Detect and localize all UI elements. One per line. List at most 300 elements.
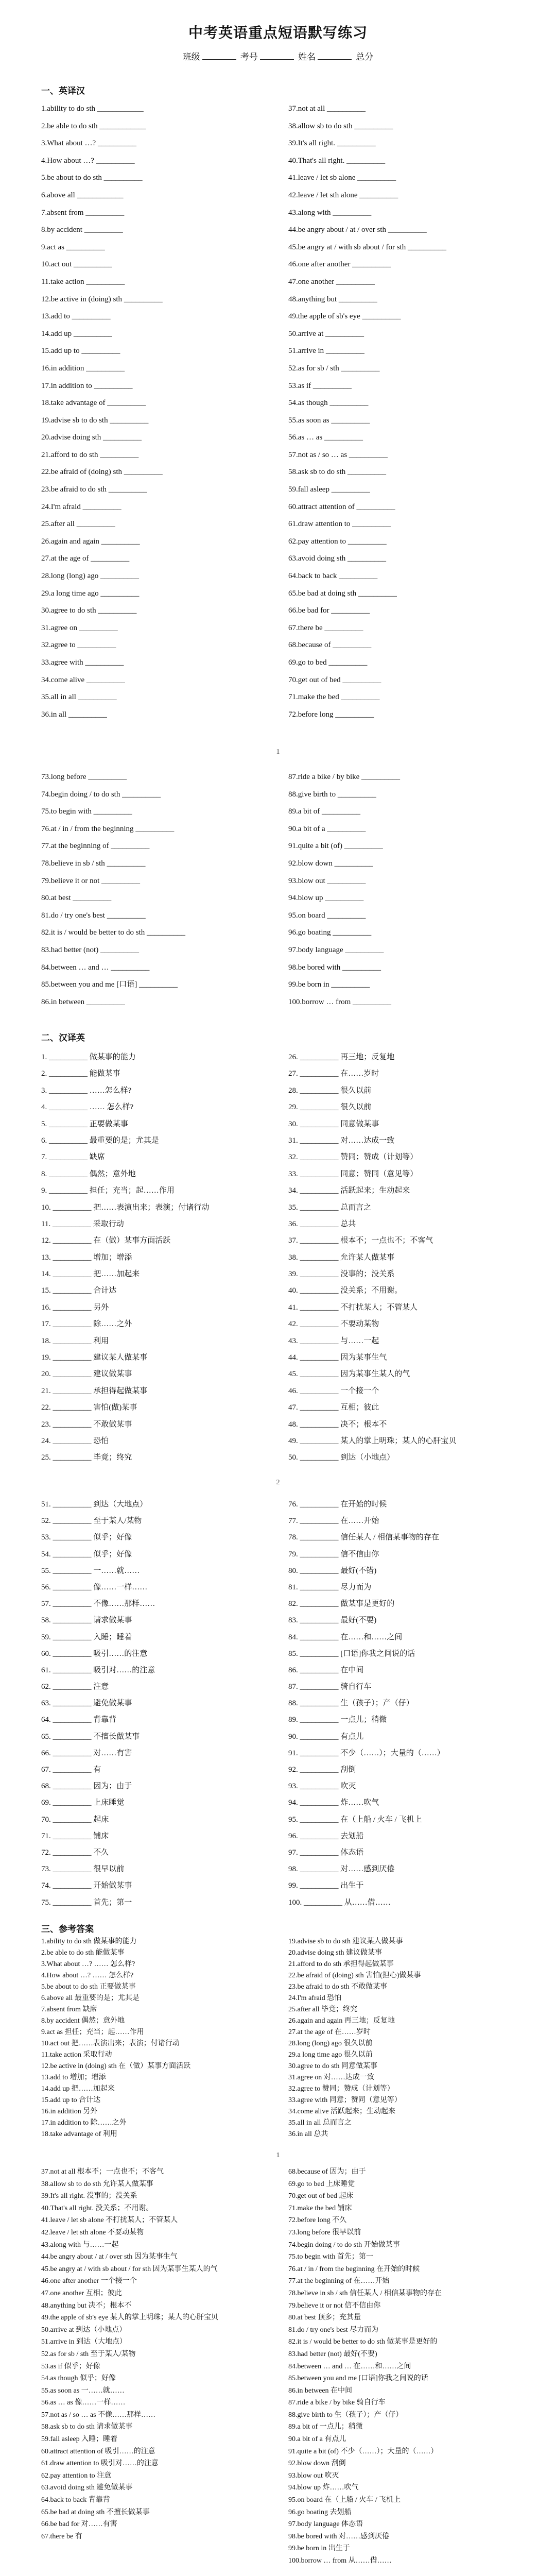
list-item: 93. __________ 吹灭 xyxy=(288,1782,356,1791)
list-item: 48.anything but 决不；根本不 xyxy=(41,2301,132,2310)
list-item: 6.above all ____________ xyxy=(41,191,124,199)
list-item: 21.afford to do sth __________ xyxy=(41,450,139,459)
list-item: 54. __________ 似乎；好像 xyxy=(41,1550,132,1558)
list-item: 6.above all 最重要的是；尤其是 xyxy=(41,1994,140,2002)
list-item: 62.pay attention to 注意 xyxy=(41,2471,112,2480)
list-item: 94.blow up 炸……吹气 xyxy=(288,2484,359,2492)
list-item: 43. __________ 与……一起 xyxy=(288,1336,379,1345)
class-blank xyxy=(202,51,236,60)
list-item: 56.as … as 像……一样…… xyxy=(41,2399,126,2407)
list-item: 14.add up __________ xyxy=(41,329,112,338)
list-item: 55. __________ 一……就…… xyxy=(41,1566,140,1575)
number-label: 考号 xyxy=(240,52,258,62)
list-item: 12.be active in (doing) sth __________ xyxy=(41,295,163,303)
list-item: 28.long (long) ago __________ xyxy=(41,572,139,581)
list-item: 41.leave / let sb alone 不打扰某人；不管某人 xyxy=(41,2216,178,2225)
list-item: 62. __________ 注意 xyxy=(41,1683,109,1691)
list-item: 95. __________ 在（上船 / 火车 / 飞机上 xyxy=(288,1815,422,1824)
list-item: 31. __________ 对……达成一致 xyxy=(288,1136,395,1145)
class-label: 班级 xyxy=(182,52,200,62)
list-item: 45.be angry at / with sb about / for sth 因为某事生某人的气 xyxy=(41,2265,218,2273)
list-item: 67. __________ 有 xyxy=(41,1766,101,1774)
list-item: 68. __________ 因为；由于 xyxy=(41,1782,132,1791)
list-item: 43.along with __________ xyxy=(288,208,372,217)
list-item: 70.get out of bed __________ xyxy=(288,675,381,684)
list-item: 64.back to back __________ xyxy=(288,572,378,581)
list-item: 58.ask sb to do sth 请求做某事 xyxy=(41,2423,133,2431)
list-item: 25. __________ 毕竟；终究 xyxy=(41,1453,132,1462)
name-blank xyxy=(318,51,352,60)
list-item: 34.come alive __________ xyxy=(41,675,125,684)
list-item: 32. __________ 赞同；赞成（计划等） xyxy=(288,1153,418,1162)
list-item: 96.go boating __________ xyxy=(288,928,372,937)
list-item: 81. __________ 尽力而为 xyxy=(288,1583,372,1591)
list-item: 73.long before 很早以前 xyxy=(288,2228,361,2236)
list-item: 65. __________ 不擅长做某事 xyxy=(41,1732,140,1741)
list-item: 75.to begin with 首先；第一 xyxy=(288,2253,373,2261)
list-item: 8. __________ 偶然；意外地 xyxy=(41,1170,136,1178)
list-item: 39.It's all right. 没事的；没关系 xyxy=(41,2192,137,2200)
list-item: 61.draw attention to __________ xyxy=(288,520,391,529)
list-item: 7. __________ 缺席 xyxy=(41,1153,105,1162)
list-item: 78.believe in sb / sth __________ xyxy=(41,859,146,868)
list-item: 97.body language 体态语 xyxy=(288,2520,363,2529)
list-item: 3.What about …? __________ xyxy=(41,139,136,148)
list-item: 39. __________ 没事的；没关系 xyxy=(288,1270,395,1279)
s1-p1-left xyxy=(41,100,283,723)
list-item: 26.again and again __________ xyxy=(41,537,140,546)
list-item: 75.to begin with __________ xyxy=(41,807,132,816)
list-item: 100.borrow … from 从……借…… xyxy=(288,2557,392,2565)
list-item: 90.a bit of a __________ xyxy=(288,824,366,833)
list-item: 15.add up to __________ xyxy=(41,347,120,355)
list-item: 37.not at all 根本不；一点也不；不客气 xyxy=(41,2168,164,2176)
list-item: 68.because of __________ xyxy=(288,641,372,650)
list-item: 34. __________ 活跃起来；生动起来 xyxy=(288,1187,410,1195)
list-item: 54.as though __________ xyxy=(288,399,369,408)
list-item: 84.between … and … 在……和……之间 xyxy=(288,2362,411,2370)
list-item: 11.take action 采取行动 xyxy=(41,2051,112,2059)
list-item: 61. __________ 吸引对……的注意 xyxy=(41,1666,155,1674)
list-item: 51.arrive in __________ xyxy=(288,347,364,355)
list-item: 12.be active in (doing) sth 在（做）某事方面活跃 xyxy=(41,2062,191,2070)
list-item: 53.as if __________ xyxy=(288,381,352,390)
list-item: 4.How about …? …… 怎么样? xyxy=(41,1972,134,1979)
list-item: 66.be bad for 对……有害 xyxy=(41,2520,117,2529)
list-item: 37. __________ 根本不；一点也不；不客气 xyxy=(288,1236,433,1245)
list-item: 21.afford to do sth 承担得起做某事 xyxy=(288,1960,394,1968)
list-item: 25.after all __________ xyxy=(41,520,115,529)
list-item: 91.quite a bit (of) 不少（……）；大量的（……） xyxy=(288,2447,438,2455)
list-item: 14. __________ 把……加起来 xyxy=(41,1270,140,1279)
list-item: 23.be afraid to do sth __________ xyxy=(41,485,147,494)
list-item: 33.agree with 同意；赞同（意见等） xyxy=(288,2096,402,2104)
list-item: 88. __________ 生（孩子）；产（仔） xyxy=(288,1699,414,1708)
list-item: 29. __________ 很久以前 xyxy=(288,1103,372,1112)
list-item: 94.blow up __________ xyxy=(288,894,364,903)
list-item: 27.at the age of 在……岁时 xyxy=(288,2028,371,2036)
list-item: 50. __________ 到达（小地点） xyxy=(288,1453,395,1462)
list-item: 23. __________ 不敢做某事 xyxy=(41,1420,132,1429)
list-item: 64.back to back 背靠背 xyxy=(41,2496,110,2504)
list-item: 20. __________ 建议做某事 xyxy=(41,1370,132,1379)
list-item: 83.had better (not) 最好(不要) xyxy=(288,2350,377,2358)
list-item: 82. __________ 做某事是更好的 xyxy=(288,1600,395,1608)
list-item: 59.fall asleep 入睡；睡着 xyxy=(41,2435,118,2444)
list-item: 64. __________ 背靠背 xyxy=(41,1716,117,1724)
list-item: 51. __________ 到达（大地点） xyxy=(41,1500,148,1509)
list-item: 69. __________ 上床睡觉 xyxy=(41,1799,125,1807)
list-item: 5.be about to do sth 正要做某事 xyxy=(41,1983,136,1991)
list-item: 88.give birth to __________ xyxy=(288,790,376,799)
list-item: 86.in between 在中间 xyxy=(288,2386,353,2395)
list-item: 44. __________ 因为某事生气 xyxy=(288,1353,387,1362)
list-item: 46. __________ 一个接一个 xyxy=(288,1386,379,1395)
list-item: 79.believe it or not __________ xyxy=(41,876,141,885)
list-item: 72.before long 不久 xyxy=(288,2216,347,2225)
list-item: 4.How about …? __________ xyxy=(41,156,135,165)
list-item: 37.not at all __________ xyxy=(288,105,366,113)
list-item: 67.there be __________ xyxy=(288,623,363,632)
list-item: 81.do / try one's best 尽力而为 xyxy=(288,2326,379,2334)
list-item: 25.after all 毕竟；终究 xyxy=(288,2006,358,2013)
list-item: 36. __________ 总共 xyxy=(288,1219,356,1228)
s2-p1-left xyxy=(41,1049,283,1466)
list-item: 57.not as / so … as 不像……那样…… xyxy=(41,2411,156,2419)
list-item: 97. __________ 体态语 xyxy=(288,1848,364,1857)
list-item: 28.long (long) ago 很久以前 xyxy=(288,2040,373,2047)
list-item: 48.anything but __________ xyxy=(288,295,377,303)
list-item: 83.had better (not) __________ xyxy=(41,945,139,954)
list-item: 24.I'm afraid 恐怕 xyxy=(288,1994,342,2002)
list-item: 61.draw attention to 吸引对……的注意 xyxy=(41,2460,159,2468)
list-item: 73. __________ 很早以前 xyxy=(41,1865,125,1874)
list-item: 76.at / in / from the beginning 在开始的时候 xyxy=(288,2265,420,2273)
list-item: 40. __________ 没关系；不用谢。 xyxy=(288,1286,403,1295)
list-item: 40.That's all right. __________ xyxy=(288,156,386,165)
list-item: 58. __________ 请求做某事 xyxy=(41,1616,132,1625)
list-item: 80. __________ 最好(不错) xyxy=(288,1566,377,1575)
list-item: 11. __________ 采取行动 xyxy=(41,1219,124,1228)
list-item: 57. __________ 不像……那样…… xyxy=(41,1600,155,1608)
list-item: 67.there be 有 xyxy=(41,2532,82,2540)
list-item: 76. __________ 在开始的时候 xyxy=(288,1500,387,1509)
list-item: 41.leave / let sb alone __________ xyxy=(288,174,396,182)
list-item: 15.add up to 合计达 xyxy=(41,2096,101,2104)
list-item: 21. __________ 承担得起做某事 xyxy=(41,1386,148,1395)
list-item: 52.as for sb / sth 至于某人/某物 xyxy=(41,2350,136,2358)
list-item: 63. __________ 避免做某事 xyxy=(41,1699,132,1708)
list-item: 7.absent from 缺席 xyxy=(41,2006,97,2013)
list-item: 49.the apple of sb's eye __________ xyxy=(288,312,401,321)
list-item: 87. __________ 骑自行车 xyxy=(288,1683,372,1691)
list-item: 53. __________ 似乎；好像 xyxy=(41,1533,132,1542)
list-item: 14.add up 把……加起来 xyxy=(41,2085,115,2093)
list-item: 10.act out __________ xyxy=(41,260,112,269)
list-item: 66.be bad for __________ xyxy=(288,606,370,615)
list-item: 27. __________ 在……岁时 xyxy=(288,1070,379,1078)
list-item: 6. __________ 最重要的是；尤其是 xyxy=(41,1136,159,1145)
list-item: 16.in addition __________ xyxy=(41,364,125,372)
list-item: 35. __________ 总而言之 xyxy=(288,1203,372,1212)
list-item: 70.get out of bed 起床 xyxy=(288,2192,354,2200)
s1-p2-left xyxy=(41,769,283,1011)
page-title: 中考英语重点短语默写练习 xyxy=(188,25,368,41)
list-item: 3. __________ ……怎么样? xyxy=(41,1086,132,1095)
list-item: 66. __________ 对……有害 xyxy=(41,1749,132,1757)
list-item: 9.act as 担任；充当；起……作用 xyxy=(41,2028,144,2036)
list-item: 85.between you and me [口语] __________ xyxy=(41,980,178,989)
list-item: 71. __________ 铺床 xyxy=(41,1832,109,1840)
list-item: 13.add to __________ xyxy=(41,312,111,321)
list-item: 74.begin doing / to do sth __________ xyxy=(41,790,161,799)
list-item: 17. __________ 除……之外 xyxy=(41,1320,132,1329)
list-item: 77.at the beginning of 在……开始 xyxy=(288,2277,390,2285)
list-item: 77. __________ 在……开始 xyxy=(288,1517,379,1526)
list-item: 87.ride a bike / by bike 骑自行车 xyxy=(288,2399,386,2407)
list-item: 47. __________ 互相；彼此 xyxy=(288,1403,379,1412)
list-item: 76.at / in / from the beginning __________ xyxy=(41,824,175,833)
list-item: 92.blow down __________ xyxy=(288,859,373,868)
list-item: 49. __________ 某人的掌上明珠；某人的心肝宝贝 xyxy=(288,1436,457,1445)
list-item: 2.be able to do sth ____________ xyxy=(41,122,146,130)
list-item: 33. __________ 同意；赞同（意见等） xyxy=(288,1170,418,1178)
list-item: 93.blow out __________ xyxy=(288,876,366,885)
list-item: 45. __________ 因为某事生某人的气 xyxy=(288,1370,410,1379)
list-item: 79. __________ 信不信由你 xyxy=(288,1550,379,1558)
list-item: 2. __________ 能做某事 xyxy=(41,1070,120,1078)
list-item: 9.act as __________ xyxy=(41,243,105,251)
list-item: 81.do / try one's best __________ xyxy=(41,911,146,920)
list-item: 1.ability to do sth 做某事的能力 xyxy=(41,1938,137,1945)
list-item: 90.a bit of a 有点儿 xyxy=(288,2435,346,2444)
list-item: 31.agree on 对……达成一致 xyxy=(288,2074,374,2081)
list-item: 22.be afraid of (doing) sth 害怕(担心)做某事 xyxy=(288,1972,421,1979)
list-item: 52.as for sb / sth __________ xyxy=(288,364,380,372)
list-item: 74. __________ 开始做某事 xyxy=(41,1882,132,1890)
list-item: 29.a long time ago __________ xyxy=(41,589,140,598)
header-fields xyxy=(0,49,556,62)
list-item: 34.come alive 活跃起来；生动起来 xyxy=(288,2108,396,2115)
list-item: 98.be bored with __________ xyxy=(288,963,381,972)
list-item: 19.advise sb to do sth __________ xyxy=(41,416,149,425)
list-item: 23.be afraid to do sth 不敢做某事 xyxy=(288,1983,388,1991)
s2-p2-right xyxy=(288,1496,530,1911)
list-item: 89. __________ 一点儿；稍微 xyxy=(288,1716,387,1724)
list-item: 59.fall asleep __________ xyxy=(288,485,370,494)
list-item: 38.allow sb to do sth __________ xyxy=(288,122,393,130)
list-item: 15. __________ 合计达 xyxy=(41,1286,117,1295)
list-item: 44.be angry about / at / over sth __________ xyxy=(288,226,427,234)
list-item: 83. __________ 最好(不要) xyxy=(288,1616,377,1625)
list-item: 71.make the bed 铺床 xyxy=(288,2204,352,2212)
list-item: 32.agree to 赞同；赞成（计划等） xyxy=(288,2085,394,2093)
list-item: 55.as soon as 一……就…… xyxy=(41,2386,125,2395)
list-item: 77.at the beginning of __________ xyxy=(41,842,150,851)
list-item: 85. __________ [口语]你我之间说的话 xyxy=(288,1649,415,1658)
list-item: 96. __________ 去划船 xyxy=(288,1832,364,1840)
list-item: 22.be afraid of (doing) sth __________ xyxy=(41,468,163,477)
list-item: 100. __________ 从……借…… xyxy=(288,1898,391,1907)
list-item: 31.agree on __________ xyxy=(41,623,118,632)
list-item: 93.blow out 吹灭 xyxy=(288,2471,339,2480)
list-item: 99.be born in 出生于 xyxy=(288,2545,350,2553)
list-item: 94. __________ 炸……吹气 xyxy=(288,1799,379,1807)
list-item: 30.agree to do sth __________ xyxy=(41,606,137,615)
list-item: 20.advise doing sth 建议做某事 xyxy=(288,1949,382,1957)
list-item: 99.be born in __________ xyxy=(288,980,370,989)
list-item: 92.blow down 刮倒 xyxy=(288,2460,346,2468)
list-item: 54.as though 似乎；好像 xyxy=(41,2375,116,2383)
number-blank xyxy=(260,51,294,60)
score-label: 总分 xyxy=(356,52,374,62)
s2-p1-right xyxy=(288,1049,530,1466)
s3-p2-right xyxy=(288,2166,530,2567)
list-item: 7.absent from __________ xyxy=(41,208,125,217)
list-item: 92. __________ 刮倒 xyxy=(288,1766,356,1774)
list-item: 90. __________ 有点儿 xyxy=(288,1732,364,1741)
list-item: 63.avoid doing sth 避免做某事 xyxy=(41,2484,133,2492)
list-item: 29.a long time ago 很久以前 xyxy=(288,2051,373,2059)
list-item: 72.before long __________ xyxy=(288,710,374,719)
list-item: 69.go to bed __________ xyxy=(288,658,368,667)
list-item: 18.take advantage of __________ xyxy=(41,399,146,408)
list-item: 16.in addition 另外 xyxy=(41,2108,98,2115)
list-item: 57.not as / so … as __________ xyxy=(288,450,388,459)
list-item: 75. __________ 首先；第一 xyxy=(41,1898,132,1907)
list-item: 73.long before __________ xyxy=(41,773,127,781)
page-number: 1 xyxy=(276,2151,280,2159)
section-heading: 三、参考答案 xyxy=(41,1924,94,1934)
list-item: 72. __________ 不久 xyxy=(41,1848,109,1857)
list-item: 84.between … and … __________ xyxy=(41,963,150,972)
list-item: 58.ask sb to do sth __________ xyxy=(288,468,387,477)
list-item: 11.take action __________ xyxy=(41,277,125,286)
list-item: 100.borrow … from __________ xyxy=(288,997,391,1006)
list-item: 98. __________ 对……感到厌倦 xyxy=(288,1865,395,1874)
list-item: 17.in addition to 除……之外 xyxy=(41,2119,127,2127)
list-item: 28. __________ 很久以前 xyxy=(288,1086,372,1095)
list-item: 42. __________ 不要动某物 xyxy=(288,1320,379,1329)
list-item: 19. __________ 建议某人做某事 xyxy=(41,1353,148,1362)
list-item: 89.a bit of __________ xyxy=(288,807,360,816)
list-item: 36.in all __________ xyxy=(41,710,107,719)
list-item: 50.arrive at 到达（小地点） xyxy=(41,2326,127,2334)
list-item: 3.What about …? …… 怎么样? xyxy=(41,1960,135,1968)
list-item: 96.go boating 去划船 xyxy=(288,2508,352,2516)
list-item: 46.one after another 一个接一个 xyxy=(41,2277,137,2285)
list-item: 47.one another 互相；彼此 xyxy=(41,2289,122,2297)
list-item: 10.act out 把……表演出来；表演；付诸行动 xyxy=(41,2040,180,2047)
list-item: 71.make the bed __________ xyxy=(288,693,380,702)
list-item: 12. __________ 在（做）某事方面活跃 xyxy=(41,1236,171,1245)
list-item: 89.a bit of 一点儿；稍微 xyxy=(288,2423,363,2431)
list-item: 24.I'm afraid __________ xyxy=(41,502,121,511)
list-item: 8.by accident 偶然；意外地 xyxy=(41,2017,125,2025)
list-item: 56. __________ 像……一样…… xyxy=(41,1583,148,1591)
list-item: 17.in addition to __________ xyxy=(41,381,133,390)
list-item: 38.allow sb to do sth 允许某人做某事 xyxy=(41,2180,153,2188)
list-item: 38. __________ 允许某人做某事 xyxy=(288,1253,395,1262)
list-item: 42.leave / let sth alone 不要动某物 xyxy=(41,2228,144,2236)
list-item: 50.arrive at __________ xyxy=(288,329,364,338)
list-item: 1.ability to do sth ____________ xyxy=(41,105,144,113)
s3-p2-left xyxy=(41,2166,283,2543)
list-item: 35.all in all 总而言之 xyxy=(288,2119,352,2127)
list-item: 30.agree to do sth 同意做某事 xyxy=(288,2062,378,2070)
list-item: 5.be about to do sth __________ xyxy=(41,174,143,182)
list-item: 39.It's all right. __________ xyxy=(288,139,376,148)
list-item: 32.agree to __________ xyxy=(41,641,116,650)
list-item: 35.all in all __________ xyxy=(41,693,117,702)
list-item: 40.That's all right. 没关系；不用谢。 xyxy=(41,2204,153,2212)
list-item: 5. __________ 正要做某事 xyxy=(41,1120,128,1128)
list-item: 26. __________ 再三地；反复地 xyxy=(288,1053,395,1061)
list-item: 95.on board 在（上船 / 火车 / 飞机上 xyxy=(288,2496,401,2504)
list-item: 65.be bad at doing sth 不擅长做某事 xyxy=(41,2508,150,2516)
section-heading: 一、英译汉 xyxy=(41,86,85,96)
list-item: 10. __________ 把……表演出来；表演；付诸行动 xyxy=(41,1203,210,1212)
list-item: 19.advise sb to do sth 建议某人做某事 xyxy=(288,1938,403,1945)
list-item: 46.one after another __________ xyxy=(288,260,391,269)
list-item: 36.in all 总共 xyxy=(288,2130,328,2138)
s1-p2-right xyxy=(288,769,530,1011)
list-item: 4. __________ …… 怎么样? xyxy=(41,1103,134,1112)
page-number: 1 xyxy=(276,748,280,756)
list-item: 91.quite a bit (of) __________ xyxy=(288,842,383,851)
list-item: 82.it is / would be better to do sth 做某事是更好的 xyxy=(288,2338,438,2346)
page-number: 2 xyxy=(276,1479,280,1486)
list-item: 60. __________ 吸引……的注意 xyxy=(41,1649,148,1658)
list-item: 87.ride a bike / by bike __________ xyxy=(288,773,401,781)
name-label: 姓名 xyxy=(298,52,316,62)
list-item: 79.believe it or not 信不信由你 xyxy=(288,2301,381,2310)
list-item: 18.take advantage of 利用 xyxy=(41,2130,117,2138)
list-item: 48. __________ 决不；根本不 xyxy=(288,1420,387,1429)
list-item: 74.begin doing / to do sth 开始做某事 xyxy=(288,2241,400,2249)
list-item: 88.give birth to 生（孩子）；产（仔） xyxy=(288,2411,403,2419)
list-item: 52. __________ 至于某人/某物 xyxy=(41,1517,142,1526)
list-item: 13. __________ 增加；增添 xyxy=(41,1253,132,1262)
list-item: 1. __________ 做某事的能力 xyxy=(41,1053,136,1061)
list-item: 45.be angry at / with sb about / for sth __________ xyxy=(288,243,447,251)
list-item: 69.go to bed 上床睡觉 xyxy=(288,2180,355,2188)
list-item: 41. __________ 不打扰某人；不管某人 xyxy=(288,1303,418,1312)
list-item: 99. __________ 出生于 xyxy=(288,1882,364,1890)
list-item: 68.because of 因为；由于 xyxy=(288,2168,366,2176)
list-item: 51.arrive in 到达（大地点） xyxy=(41,2338,127,2346)
list-item: 49.the apple of sb's eye 某人的掌上明珠；某人的心肝宝贝 xyxy=(41,2314,218,2322)
list-item: 26.again and again 再三地；反复地 xyxy=(288,2017,395,2025)
list-item: 53.as if 似乎；好像 xyxy=(41,2362,100,2370)
list-item: 97.body language __________ xyxy=(288,945,384,954)
list-item: 2.be able to do sth 能做某事 xyxy=(41,1949,125,1957)
list-item: 63.avoid doing sth __________ xyxy=(288,554,386,563)
list-item: 95.on board __________ xyxy=(288,911,366,920)
list-item: 44.be angry about / at / over sth 因为某事生气 xyxy=(41,2253,178,2261)
list-item: 82.it is / would be better to do sth __________ xyxy=(41,928,185,937)
list-item: 86. __________ 在中间 xyxy=(288,1666,364,1674)
list-item: 47.one another __________ xyxy=(288,277,375,286)
list-item: 43.along with 与……一起 xyxy=(41,2241,119,2249)
s3-p1-right xyxy=(288,1936,530,2140)
list-item: 20.advise doing sth __________ xyxy=(41,433,142,442)
list-item: 78.believe in sb / sth 信任某人 / 相信某事物的存在 xyxy=(288,2289,442,2297)
list-item: 56.as … as __________ xyxy=(288,433,363,442)
list-item: 80.at best 顶多；充其量 xyxy=(288,2314,361,2322)
list-item: 59. __________ 入睡；睡着 xyxy=(41,1633,132,1641)
s2-p2-left xyxy=(41,1496,283,1911)
